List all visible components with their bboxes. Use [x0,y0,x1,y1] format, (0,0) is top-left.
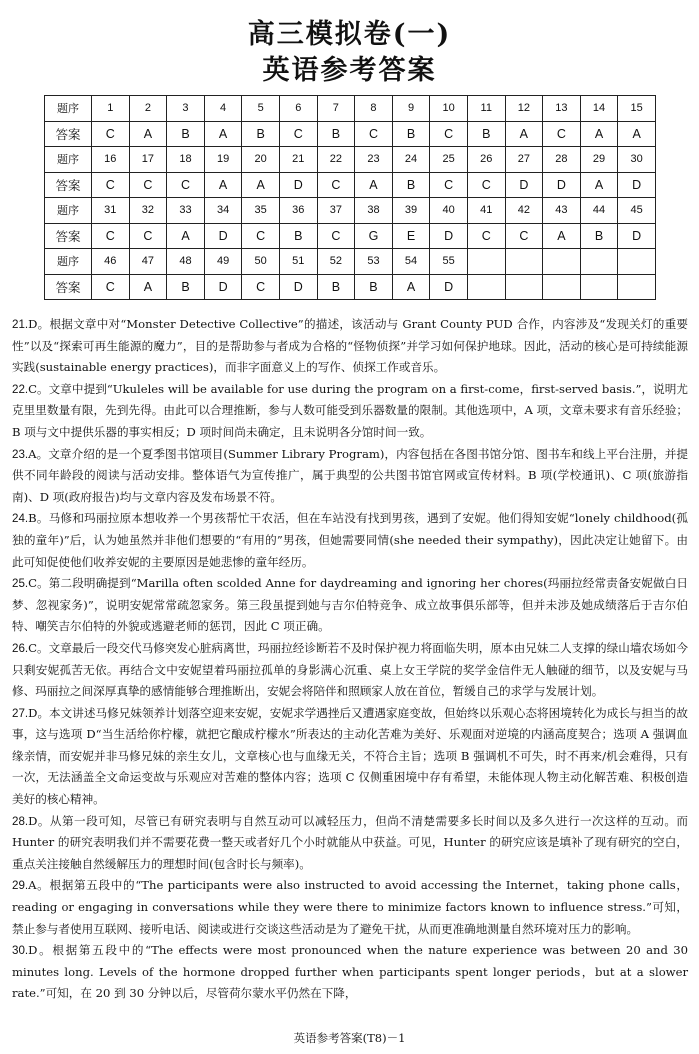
answer-cell [618,274,656,300]
answer-cell: B [580,223,618,249]
answer-cell: B [167,274,205,300]
question-number-cell: 50 [242,249,280,275]
answer-cell: B [467,121,505,147]
answer-cell: C [92,121,130,147]
answer-cell: D [618,172,656,198]
explanation-item [12,508,688,573]
question-number-cell: 55 [430,249,468,275]
answer-cell: A [505,121,543,147]
answer-cell: B [242,121,280,147]
answer-row [45,223,656,249]
answer-cell: A [618,121,656,147]
question-number-cell: 44 [580,198,618,224]
question-number-cell: 31 [92,198,130,224]
question-number-cell: 14 [580,96,618,122]
question-number-cell: 39 [392,198,430,224]
answer-cell: C [92,274,130,300]
question-number-cell: 1 [92,96,130,122]
question-number-cell: 17 [129,147,167,173]
explanation-text: A。文章介绍的是一个夏季图书馆项目(Summer Library Program)，内容包括在各图书馆分馆、图书车和线上平台注册，并提供不同年龄段的阅读与活动安排。整体语气为宣传推广，属于典型的公共图书馆官网或宣传材料。B 项(学校通讯)、C 项(旅游指南)、D 项(政府报告)均与文章内容及发布场景不符。 [12,446,688,504]
question-number-cell: 22 [317,147,355,173]
question-number-cell [505,249,543,275]
answer-cell: A [355,172,393,198]
answer-cell: C [129,172,167,198]
answer-cell: A [129,121,167,147]
question-number-cell: 35 [242,198,280,224]
question-number: 21. [12,318,29,331]
answer-cell [467,274,505,300]
question-number-cell: 2 [129,96,167,122]
question-number-cell: 20 [242,147,280,173]
question-number-cell [467,249,505,275]
question-number-cell: 15 [618,96,656,122]
question-number: 25. [12,577,29,591]
answer-cell [580,274,618,300]
answer-cell: A [129,274,167,300]
answer-cell: C [279,121,317,147]
answer-cell: B [167,121,205,147]
row-label-question: 题序 [45,147,92,173]
explanation-item [12,940,688,1005]
question-number-cell: 28 [543,147,581,173]
explanations [12,314,688,1005]
question-number-cell: 47 [129,249,167,275]
question-number-cell: 46 [92,249,130,275]
row-label-question: 题序 [45,249,92,275]
row-label-answer: 答案 [45,121,92,147]
answer-cell: C [242,274,280,300]
question-number-cell: 21 [279,147,317,173]
explanation-item [12,875,688,940]
question-number-cell [618,249,656,275]
answer-cell [543,274,581,300]
question-number: 30. [12,944,29,958]
answer-cell: C [92,172,130,198]
question-number-cell [580,249,618,275]
explanation-item [12,314,688,379]
question-number-cell: 25 [430,147,468,173]
answer-cell: D [430,223,468,249]
answer-cell [505,274,543,300]
explanation-item [12,379,688,444]
explanation-item [12,573,688,638]
answer-row [45,172,656,198]
question-number-cell: 51 [279,249,317,275]
answer-cell: D [279,172,317,198]
answer-cell: A [392,274,430,300]
page-title: 高三模拟卷(一) [247,19,452,50]
question-number-cell: 6 [279,96,317,122]
explanation-text: C。文章最后一段交代马修突发心脏病离世，玛丽拉经诊断若不及时保护视力将面临失明，原本由兄妹二人支撑的绿山墙农场如今只剩安妮孤苦无依。再结合文中安妮望着玛丽拉孤单的身影满心沉重、桌上女王学院的奖学金信件无人触碰的细节，以及安妮与马修、玛丽拉之间深厚真挚的感情能够合理推断出，安妮会将陪伴和照顾家人放在首位，暂缓自己的求学与发展计划。 [12,640,688,699]
question-number-row [45,96,656,122]
answer-cell: C [505,223,543,249]
explanation-text: C。文章中提到“Ukuleles will be available for use during the program on a first-come，first-served basis.”，说明尤克里里数量有限，先到先得。由此可以合理推断，参与人数可能受到乐器数量的限制。其他选项中，A 项，文章未要求有音乐经验；B 项与文中提供乐器的事实相反；D 项时间尚未确定，且未说明各分馆时间一致。 [12,381,688,439]
question-number-cell: 11 [467,96,505,122]
question-number-cell: 53 [355,249,393,275]
row-label-question: 题序 [45,96,92,122]
answer-cell: A [204,121,242,147]
answer-cell: C [430,121,468,147]
answer-cell: G [355,223,393,249]
answer-cell: A [543,223,581,249]
answer-cell: C [430,172,468,198]
question-number-cell: 32 [129,198,167,224]
answer-cell: C [317,223,355,249]
answer-cell: D [204,274,242,300]
explanation-text: D。根据文章中对“Monster Detective Collective”的描述，该活动与 Grant County PUD 合作，内容涉及“发现关灯的重要性”以及“探索可再生能源的魔力”，目的是帮助参与者成为合格的“怪物侦探”并学习如何保护地球。因此，活动的核心是可持续能源实践(sustainable energy practices)，而非字面意义上的写作、侦探工作或音乐。 [12,317,688,375]
answer-cell: D [505,172,543,198]
question-number-cell: 12 [505,96,543,122]
explanation-item [12,638,688,703]
answer-cell: C [355,121,393,147]
question-number-cell: 7 [317,96,355,122]
explanation-item [12,444,688,509]
question-number-cell: 49 [204,249,242,275]
question-number-cell: 18 [167,147,205,173]
question-number-cell: 41 [467,198,505,224]
answer-cell: B [317,274,355,300]
question-number-cell: 43 [543,198,581,224]
question-number-cell: 54 [392,249,430,275]
question-number-cell: 10 [430,96,468,122]
question-number-cell: 16 [92,147,130,173]
explanation-text: D。本文讲述马修兄妹领养计划落空迎来安妮，安妮求学遇挫后又遭遇家庭变故，但始终以乐观心态将困境转化为成长与担当的故事，这与选项 D“当生活给你柠檬，就把它酿成柠檬水”所表达的主动化苦难为美好、乐观面对逆境的内涵高度契合；选项 A 强调血缘亲情，而安妮并非马修兄妹的亲生女儿，文章核心也与血缘无关，不符合主旨；选项 B 强调机不可失，时不再来/机会难得，只有一次，无法涵盖全文命运变故与乐观应对苦难的整体内容；选项 C 仅侧重困境中存有希望，未能体现人物主动化解苦难、积极创造美好的核心精神。 [12,705,688,807]
answer-cell: C [92,223,130,249]
row-label-answer: 答案 [45,223,92,249]
answer-table [44,95,656,300]
question-number-cell: 4 [204,96,242,122]
question-number: 22. [12,382,29,396]
row-label-answer: 答案 [45,172,92,198]
answer-cell: A [167,223,205,249]
question-number: 28. [12,814,29,828]
question-number-cell: 40 [430,198,468,224]
question-number-cell: 9 [392,96,430,122]
question-number: 24. [12,512,29,526]
question-number-cell: 23 [355,147,393,173]
answer-cell: A [580,121,618,147]
answer-cell: C [543,121,581,147]
answer-row [45,274,656,300]
explanation-text: B。马修和玛丽拉原本想收养一个男孩帮忙干农活，但在车站没有找到男孩，遇到了安妮。他们得知安妮“lonely childhood(孤独的童年)”后，认为她虽然并非他们想要的“有用的”男孩，但她需要同情(she needed their sympathy)，因此决定让她留下。由此可知促使他们收养安妮的主要原因是她悲惨的童年经历。 [12,511,688,569]
explanation-item [12,703,688,811]
question-number-cell: 29 [580,147,618,173]
answer-cell: C [167,172,205,198]
question-number-cell: 38 [355,198,393,224]
answer-cell: A [580,172,618,198]
question-number-cell: 24 [392,147,430,173]
answer-cell: B [279,223,317,249]
answer-cell: B [392,121,430,147]
answer-cell: C [317,172,355,198]
question-number-cell: 34 [204,198,242,224]
explanation-text: D。从第一段可知，尽管已有研究表明与自然互动可以减轻压力，但尚不清楚需要多长时间以及多久进行一次这样的互动。而 Hunter 的研究表明我们并不需要花费一整天或者好几个小时就能从中获益。可见，Hunter 的研究应该是填补了现有研究的空白，重点关注接触自然缓解压力的理想时间(包含时长与频率)。 [12,813,688,871]
row-label-question: 题序 [45,198,92,224]
answer-cell: A [204,172,242,198]
question-number-cell: 19 [204,147,242,173]
question-number-row [45,147,656,173]
explanation-text: A。根据第五段中的“The participants were also instructed to avoid accessing the Internet，taking phone calls，reading or engaging in conversations while they were there to minimize factors known to influence stress.”可知，禁止参与者使用互联网、接听电话、阅读或进行交谈这些活动是为了避免干扰，从而更准确地测量自然环境对压力的影响。 [12,878,688,936]
explanation-item [12,811,688,876]
question-number-cell: 45 [618,198,656,224]
question-number-cell: 3 [167,96,205,122]
answer-cell: D [430,274,468,300]
question-number: 29. [12,879,29,893]
answer-cell: B [392,172,430,198]
question-number-cell: 42 [505,198,543,224]
question-number-cell: 48 [167,249,205,275]
page-footer: 英语参考答案(T8)－1 [293,1031,406,1045]
answer-cell: E [392,223,430,249]
answer-cell: B [355,274,393,300]
explanation-text: C。第二段明确提到“Marilla often scolded Anne for daydreaming and ignoring her chores(玛丽拉经常责备安妮做白日梦、忽视家务)”，说明安妮常常疏忽家务。第三段虽提到她与吉尔伯特竞争、成立故事俱乐部等，但并未涉及她成绩落后于吉尔伯特、嘲笑吉尔伯特的外貌或逃避老师的惩罚，因此 C 项正确。 [12,576,688,634]
question-number: 27. [12,706,29,720]
question-number-cell: 36 [279,198,317,224]
answer-cell: C [467,223,505,249]
question-number-row [45,198,656,224]
question-number-cell: 33 [167,198,205,224]
answer-cell: D [204,223,242,249]
answer-cell: C [242,223,280,249]
page-subtitle: 英语参考答案 [262,55,437,86]
question-number: 23. [12,447,29,461]
question-number-cell: 5 [242,96,280,122]
question-number-cell: 26 [467,147,505,173]
answer-cell: D [279,274,317,300]
explanation-text: D。根据第五段中的“The effects were most pronounced when the nature experience was between 20 and 30 minutes long. Levels of the hormone dropped further when participants spent longer periods，but at a slower rate.”可知，在 20 到 30 分钟以后，尽管荷尔蒙水平仍然在下降， [12,943,688,1001]
question-number-cell [543,249,581,275]
answer-cell: D [618,223,656,249]
question-number-cell: 27 [505,147,543,173]
answer-row [45,121,656,147]
row-label-answer: 答案 [45,274,92,300]
question-number-cell: 52 [317,249,355,275]
answer-cell: B [317,121,355,147]
question-number: 26. [12,641,29,655]
answer-cell: D [543,172,581,198]
answer-cell: C [129,223,167,249]
question-number-cell: 37 [317,198,355,224]
question-number-cell: 8 [355,96,393,122]
question-number-row [45,249,656,275]
question-number-cell: 13 [543,96,581,122]
answer-cell: A [242,172,280,198]
question-number-cell: 30 [618,147,656,173]
answer-cell: C [467,172,505,198]
